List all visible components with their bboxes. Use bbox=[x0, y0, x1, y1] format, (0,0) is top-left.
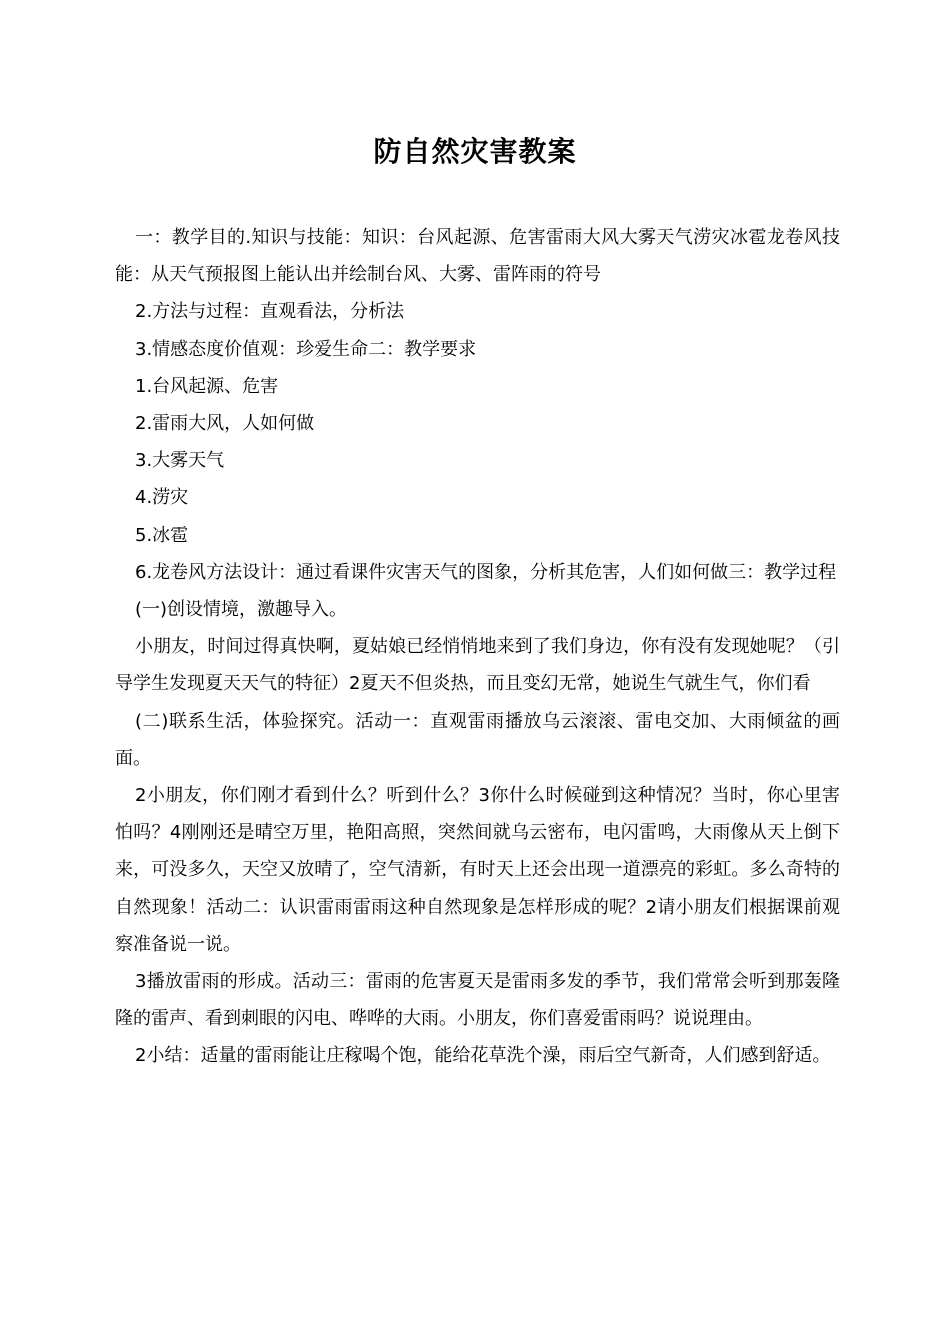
paragraph-objectives: 一：教学目的.知识与技能：知识：台风起源、危害雷雨大风大雾天气涝灾冰雹龙卷风技能：从天气预报图上能认出并绘制台风、大雾、雷阵雨的符号 bbox=[115, 227, 840, 286]
section-heading-intro: (一)创设情境，激趣导入。 bbox=[135, 599, 348, 621]
paragraph-discussion: 2小朋友，你们刚才看到什么？听到什么？3你什么时候碰到这种情况？当时，你心里害怕吗？4刚刚还是晴空万里，艳阳高照，突然间就乌云密布，电闪雷鸣，大雨像从天上倒下来，可没多久，天空又放晴了，空气清新，有时天上还会出现一道漂亮的彩虹。多么奇特的自然现象！活动二：认识雷雨雷雨这种自然现象是怎样形成的呢？2请小朋友们根据课前观察准备说一说。 bbox=[115, 785, 840, 955]
paragraph-intro: 小朋友，时间过得真快啊，夏姑娘已经悄悄地来到了我们身边，你有没有发现她呢？（引导学生发现夏天天气的特征）2夏天不但炎热，而且变幻无常，她说生气就生气，你们看 bbox=[115, 636, 840, 695]
paragraph-values: 3.情感态度价值观：珍爱生命二：教学要求 bbox=[135, 338, 477, 360]
paragraph-tornado-design: 6.龙卷风方法设计：通过看课件灾害天气的图象，分析其危害，人们如何做三：教学过程 bbox=[135, 561, 837, 583]
paragraph-formation: 3播放雷雨的形成。活动三：雷雨的危害夏天是雷雨多发的季节，我们常常会听到那轰隆隆的雷声、看到刺眼的闪电、哗哗的大雨。小朋友，你们喜爱雷雨吗？说说理由。 bbox=[115, 971, 840, 1030]
list-item-flood: 4.涝灾 bbox=[135, 487, 189, 509]
list-item-fog: 3.大雾天气 bbox=[135, 450, 225, 472]
section-heading-explore: (二)联系生活，体验探究。活动一：直观雷雨播放乌云滚滚、雷电交加、大雨倾盆的画面。 bbox=[115, 710, 840, 769]
list-item-hail: 5.冰雹 bbox=[135, 524, 189, 546]
document-title: 防自然灾害教案 bbox=[373, 135, 577, 168]
document-body bbox=[115, 219, 840, 1075]
paragraph-summary: 2小结：适量的雷雨能让庄稼喝个饱，能给花草洗个澡，雨后空气新奇，人们感到舒适。 bbox=[135, 1045, 831, 1067]
list-item-typhoon: 1.台风起源、危害 bbox=[135, 375, 279, 397]
list-item-thunderstorm: 2.雷雨大风，人如何做 bbox=[135, 413, 315, 435]
paragraph-method: 2.方法与过程：直观看法，分析法 bbox=[135, 301, 405, 323]
